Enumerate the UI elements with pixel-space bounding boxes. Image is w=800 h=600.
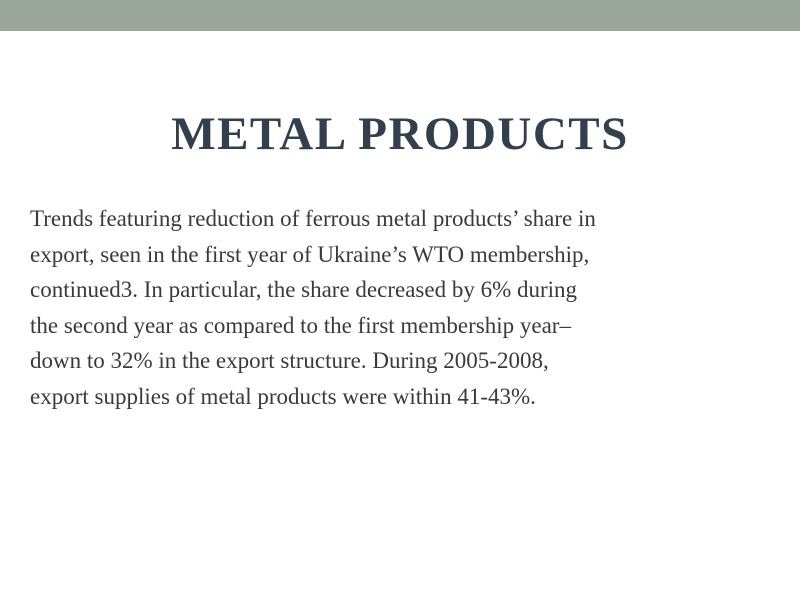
body-line: the second year as compared to the first membership year– [30, 312, 571, 338]
body-line: down to 32% in the export structure. During 2005-2008, [30, 348, 549, 373]
top-decorative-band [0, 0, 800, 31]
body-line: Trends featuring reduction of ferrous metal products’ share in [30, 206, 596, 231]
body-line: export supplies of metal products were within 41-43%. [30, 383, 536, 409]
body-line: export, seen in the first year of Ukraine’s WTO membership, [30, 241, 590, 267]
slide-title: METAL PRODUCTS [171, 108, 629, 160]
body-line: continued3. In particular, the share decreased by 6% during [30, 277, 578, 302]
slide-body-text [30, 201, 780, 414]
